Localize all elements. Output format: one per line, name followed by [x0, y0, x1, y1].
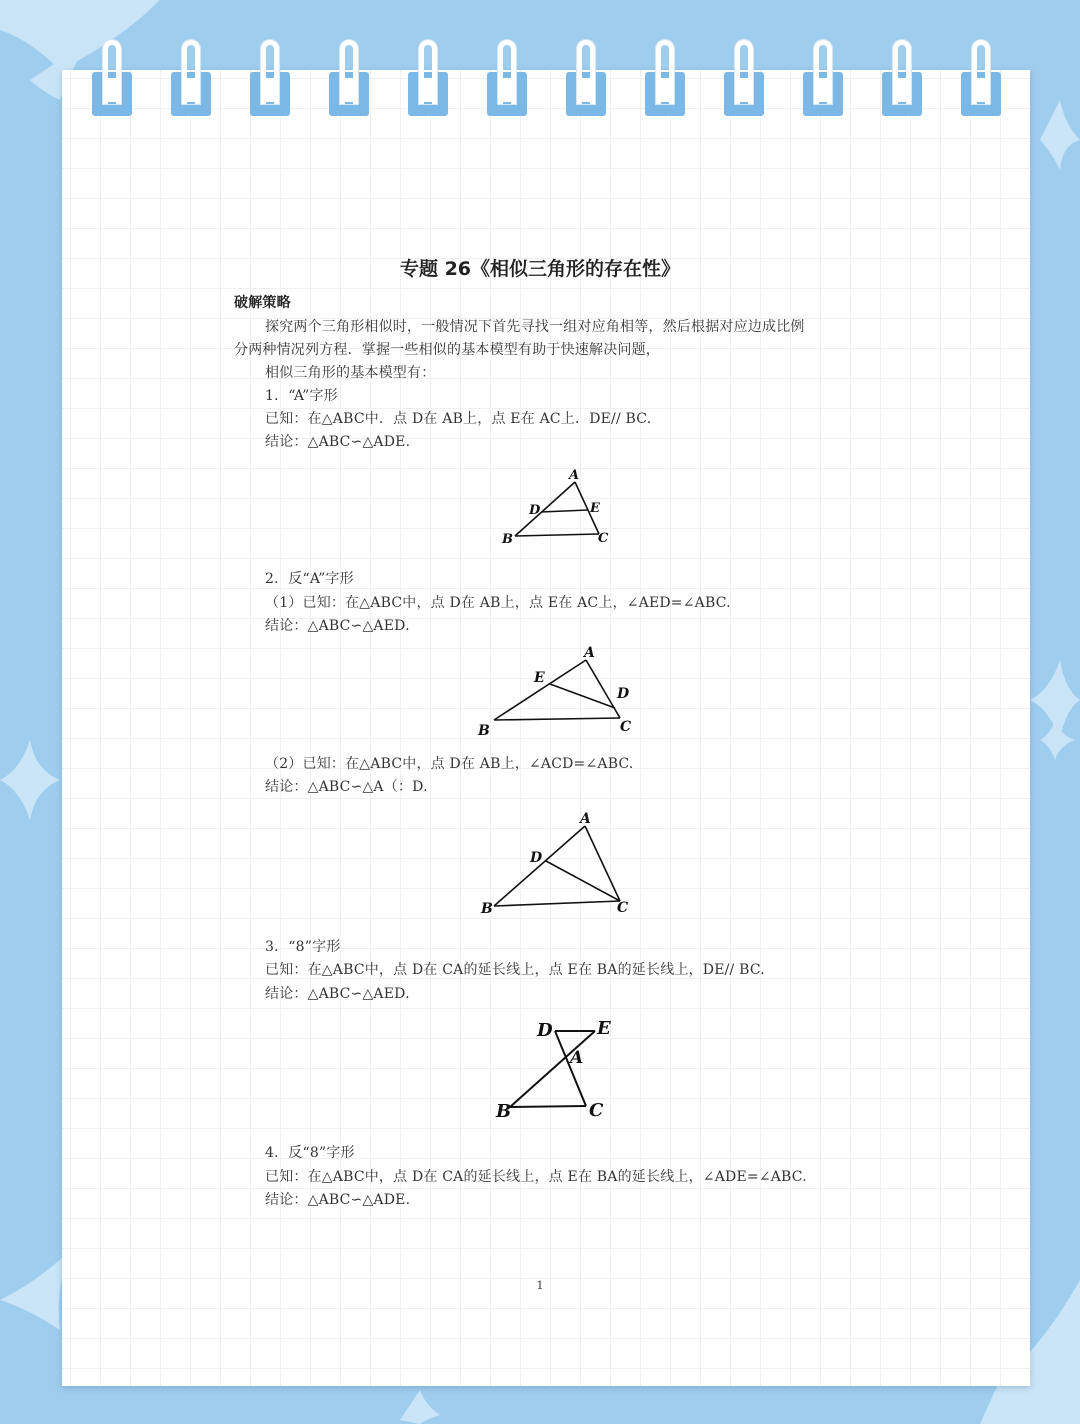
model-heading: 1．“A”字形: [265, 388, 338, 404]
figure-reverse-a-shape-1: [470, 640, 640, 740]
binding-ring: [803, 40, 843, 118]
binding-ring: [408, 40, 448, 118]
binding-ring: [645, 40, 685, 118]
binding-ring: [92, 40, 132, 118]
vertex-label: B: [496, 1101, 512, 1122]
vertex-label: C: [589, 1100, 604, 1121]
section-heading: 破解策略: [234, 295, 291, 311]
vertex-label: B: [502, 532, 513, 547]
binding-ring: [566, 40, 606, 118]
paragraph-line: 相似三角形的基本模型有：: [265, 365, 436, 381]
model-heading: 2．反“A”字形: [265, 571, 354, 587]
paragraph-line: 分两种情况列方程．掌握一些相似的基本模型有助于快速解决问题，: [234, 342, 660, 358]
figure-reverse-a-shape-2: [470, 806, 640, 921]
vertex-label: D: [530, 850, 543, 866]
model-conclusion: 结论：△ABC∽△AED.: [265, 986, 410, 1002]
vertex-label: B: [478, 723, 490, 739]
model-given: （1）已知：在△ABC中，点 D在 AB上，点 E在 AC上，∠AED=∠ABC.: [265, 595, 731, 611]
vertex-label: B: [481, 901, 493, 917]
vertex-label: E: [597, 1018, 611, 1039]
binding-ring: [250, 40, 290, 118]
figure-a-shape: [495, 462, 615, 552]
binding-ring: [487, 40, 527, 118]
vertex-label: E: [534, 670, 545, 686]
binding-ring: [171, 40, 211, 118]
vertex-label: C: [617, 900, 629, 916]
vertex-label: D: [529, 503, 541, 518]
vertex-label: A: [580, 811, 591, 827]
model-conclusion: 结论：△ABC∽△ADE.: [265, 434, 411, 450]
vertex-label: D: [537, 1020, 553, 1041]
vertex-label: A: [584, 645, 595, 661]
binding-ring: [961, 40, 1001, 118]
model-heading: 4．反“8”字形: [265, 1145, 355, 1161]
vertex-label: C: [598, 531, 609, 546]
paragraph-line: 探究两个三角形相似时，一般情况下首先寻找一组对应角相等，然后根据对应边成比例: [265, 319, 805, 335]
vertex-label: D: [617, 686, 630, 702]
figure-8-shape: [485, 1010, 625, 1130]
vertex-label: E: [590, 501, 600, 516]
model-heading: 3．“8”字形: [265, 939, 341, 955]
model-given: 已知：在△ABC中，点 D在 CA的延长线上，点 E在 BA的延长线上，DE// BC.: [265, 962, 765, 978]
model-given: （2）已知：在△ABC中，点 D在 AB上，∠ACD=∠ABC.: [265, 756, 634, 772]
page-number: 1: [536, 1279, 544, 1292]
model-given: 已知：在△ABC中．点 D在 AB上，点 E在 AC上．DE// BC.: [265, 411, 652, 427]
binding-ring: [882, 40, 922, 118]
model-conclusion: 结论：△ABC∽△ADE.: [265, 1192, 411, 1208]
model-given: 已知：在△ABC中，点 D在 CA的延长线上，点 E在 BA的延长线上，∠ADE=∠ABC.: [265, 1169, 807, 1185]
binding-ring: [724, 40, 764, 118]
model-conclusion: 结论：△ABC∽△AED.: [265, 618, 410, 634]
vertex-label: A: [570, 1048, 584, 1068]
model-conclusion: 结论：△ABC∽△A（：D.: [265, 779, 428, 795]
binding-ring: [329, 40, 369, 118]
vertex-label: C: [620, 719, 632, 735]
page-title: 专题 26《相似三角形的存在性》: [399, 258, 681, 280]
vertex-label: A: [569, 468, 580, 483]
